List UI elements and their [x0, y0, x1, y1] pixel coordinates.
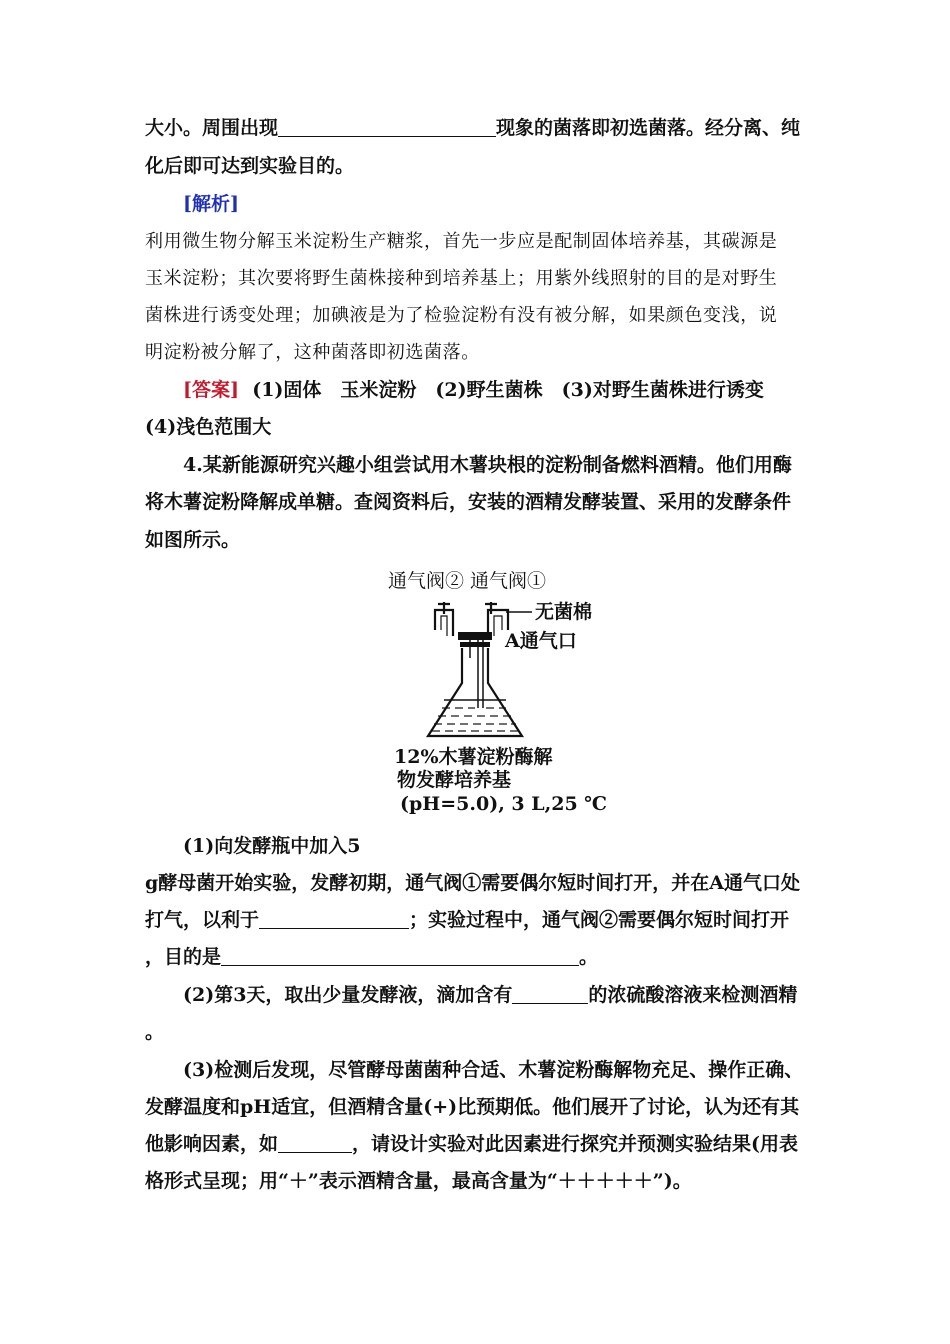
q4-p3-line-3 [145, 1131, 798, 1157]
analysis-tag: [解析] [183, 193, 239, 215]
figure-medium-label-1: 12%木薯淀粉酶解 [394, 746, 553, 768]
figure-valves-label: 通气阀② 通气阀① [388, 570, 547, 592]
q4-p1-text-c: ，目的是 [145, 946, 222, 968]
q4-p3-blank[interactable] [278, 1132, 352, 1153]
q4-p1-text-a: 打气，以利于 [145, 909, 260, 931]
q4-p1-text-b: ；实验过程中，通气阀②需要偶尔短时间打开 [409, 909, 790, 931]
figure-cotton-label: 无菌棉 [535, 601, 593, 623]
figure-conditions-label: (pH=5.0), 3 L,25 ℃ [400, 793, 608, 815]
q4-p1-line-3 [145, 907, 789, 933]
answer-tag: [答案] [183, 379, 239, 401]
q4-p1-blank-2[interactable] [221, 945, 579, 966]
q4-p1-line-1: (1)向发酵瓶中加入5 [183, 835, 361, 857]
q4-p1-text-d: 。 [579, 946, 599, 968]
figure-port-label: A通气口 [505, 630, 577, 652]
analysis-line-4: 明淀粉被分解了，这种菌落即初选菌落。 [145, 342, 480, 363]
q4-p2-blank[interactable] [512, 983, 588, 1004]
q4-p1-line-2: g酵母菌开始实验，发酵初期，通气阀①需要偶尔短时间打开，并在A通气口处 [145, 872, 801, 894]
answer-line-1 [183, 377, 764, 403]
analysis-line-3: 菌株进行诱变处理；加碘液是为了检验淀粉有没有被分解，如果颜色变浅，说 [145, 305, 778, 326]
q3-line-2: 化后即可达到实验目的。 [145, 155, 355, 177]
q3-line-1 [145, 115, 800, 141]
q4-intro-2: 将木薯淀粉降解成单糖。查阅资料后，安装的酒精发酵装置、采用的发酵条件 [145, 491, 792, 513]
q3-text-a: 大小。周围出现 [145, 117, 279, 139]
q4-p3-text-b: ，请设计实验对此因素进行探究并预测实验结果(用表 [352, 1133, 799, 1155]
q4-p1-line-4 [145, 944, 598, 970]
valve-1-icon [485, 602, 497, 614]
q3-blank[interactable] [278, 116, 496, 137]
q4-intro-3: 如图所示。 [145, 529, 241, 551]
q4-p3-line-1: (3)检测后发现，尽管酵母菌菌种合适、木薯淀粉酶解物充足、操作正确、 [183, 1059, 804, 1081]
valve-2-icon [438, 602, 450, 614]
q3-text-b: 现象的菌落即初选菌落。经分离、纯 [496, 117, 801, 139]
q4-p2-line-2: 。 [145, 1021, 165, 1043]
analysis-line-2: 玉米淀粉；其次要将野生菌株接种到培养基上；用紫外线照射的目的是对野生 [145, 268, 778, 289]
q4-p3-text-a: 他影响因素，如 [145, 1133, 279, 1155]
q4-p2-line-1 [183, 982, 797, 1008]
q4-p2-text-b: 的浓硫酸溶液来检测酒精 [588, 984, 798, 1006]
figure-medium-label-2: 物发酵培养基 [397, 769, 512, 791]
q4-p2-text-a: (2)第3天，取出少量发酵液，滴加含有 [183, 984, 513, 1006]
fermentation-flask-diagram [420, 588, 535, 743]
answer-line-2: (4)浅色范围大 [145, 416, 272, 438]
q4-p3-line-2: 发酵温度和pH适宜，但酒精含量(+)比预期低。他们展开了讨论，认为还有其 [145, 1096, 800, 1118]
q4-p1-blank-1[interactable] [259, 908, 409, 929]
analysis-line-1: 利用微生物分解玉米淀粉生产糖浆，首先一步应是配制固体培养基，其碳源是 [145, 231, 778, 252]
q4-p3-line-4: 格形式呈现；用“＋”表示酒精含量，最高含量为“＋＋＋＋＋”)。 [145, 1170, 692, 1192]
answer-text-1: (1)固体 玉米淀粉 (2)野生菌株 (3)对野生菌株进行诱变 [252, 379, 764, 401]
q4-intro-1: 4.某新能源研究兴趣小组尝试用木薯块根的淀粉制备燃料酒精。他们用酶 [183, 454, 792, 476]
